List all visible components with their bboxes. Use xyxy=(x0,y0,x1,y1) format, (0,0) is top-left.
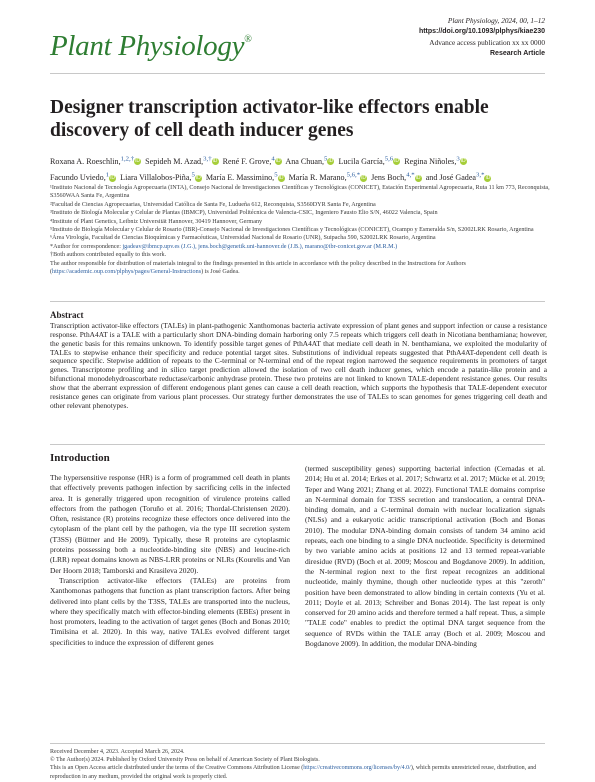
header-rule xyxy=(50,73,545,74)
license-link[interactable]: https://creativecommons.org/licenses/by/4.0/ xyxy=(303,765,411,772)
abstract-heading: Abstract xyxy=(50,310,84,320)
orcid-icon[interactable]: iD xyxy=(394,158,400,165)
author[interactable]: Facundo Uviedo,$^1$iD xyxy=(50,171,115,183)
affiliations xyxy=(50,184,550,276)
author[interactable]: María E. Massimino,$^5$iD xyxy=(205,171,284,183)
affiliation: ⁶Área Virología, Facultad de Ciencias Bioquímicas y Farmacéuticas, Universidad Nacional de Rosario (UNR), Suipacha 590, S2002LRK Rosario, Argentina xyxy=(50,235,436,242)
intro-column-left xyxy=(50,473,290,648)
intro-paragraph: The hypersensitive response (HR) is a form of programmed cell death in plants that effectively prevents pathogen infection by sacrificing cells in the infected area. It is generally triggered upon recognition of virulence proteins called effectors from the pathogen (Toruño et al. 2016; Thordal-Christensen 2020). Often, resistance (R) proteins recognize these effectors once delivered into the cytoplasm of the plant cell by the pathogen, via the type III secretion system (T3SS) (Büttner and He 2009). Typically, these R proteins are cytoplasmic proteins possessing both a nucleotide-binding site (NBS) and leucine-rich (LRR) repeat domains known as NBS-LRR proteins or NLRs (Kourelis and Van Der Hoorn 2018; Tamborski and Krasileva 2020). xyxy=(50,473,290,575)
footer-rule xyxy=(50,743,545,744)
orcid-icon[interactable]: iD xyxy=(135,158,140,165)
affiliation: ³Instituto de Biología Molecular y Celular de Plantas (IBMCP), Universidad Politécnica de Valencia-CSIC, Ingeniero Fausto Elio S/N, 46022 Valencia, Spain xyxy=(50,210,438,217)
responsible-author-note: The author responsible for distribution of materials integral to the findings presented in this article in accordance with the policy described in the Instructions for Authors (https://academic.oup.com/plphys/pages/General-Instructions) is José Gadea. xyxy=(50,260,466,276)
orcid-icon[interactable]: iD xyxy=(195,175,201,182)
instructions-link[interactable]: https://academic.oup.com/plphys/pages/General-Instructions xyxy=(52,269,202,276)
article-type: Research Article xyxy=(490,50,545,57)
author-list xyxy=(50,152,550,185)
orcid-icon[interactable]: iD xyxy=(361,175,366,182)
orcid-icon[interactable]: iD xyxy=(110,175,115,182)
journal-logo xyxy=(50,30,251,63)
affiliation: ²Facultad de Ciencias Agropecuarias, Universidad Católica de Santa Fe, Ludueña 612, Reconquista, S3560DYR Santa Fe, Argentina xyxy=(50,201,376,208)
license-text: This is an Open Access article distributed under the terms of the Creative Commons Attribution License (https://creativecommons.org/licenses/by/4.0/), which permits unrestricted reuse, distribution, and reproduction in any medium, provided the original work is properly cited. xyxy=(50,765,537,780)
citation-line: Plant Physiology, 2024, 00, 1–12 xyxy=(447,16,545,25)
abstract-rule-top xyxy=(50,301,545,302)
title-line-1: Designer transcription activator-like effectors enable xyxy=(50,97,489,118)
article-meta xyxy=(419,15,545,59)
orcid-icon[interactable]: iD xyxy=(485,175,491,182)
abstract-rule-bottom xyxy=(50,444,545,445)
journal-name: Plant Physiology xyxy=(50,30,245,62)
orcid-icon[interactable]: iD xyxy=(460,158,466,165)
abstract-text: Transcription activator-like effectors (TALEs) in plant-pathogenic Xanthomonas bacteria activate expression of plant genes and support infection or cause a resistance response. PthA4AT is a TALE with a particularly short DNA-binding domain harboring only 7.5 repeats which triggers cell death in Nicotiana benthamiana; however, the genetic basis for this remains unknown. To identify possible target genes of PthA4AT that mediate cell death in N. benthamiana, we exploited the modularity of TALEs to stepwise enhance their specificity and reduce potential target sites. Substitutions of individual repeats suggested that PthA4AT-dependent cell death is sequence specific. Stepwise addition of repeats to the C-terminal or N-terminal end of the repeat region narrowed the sequence requirements in promoters of target genes. Transcriptome profiling and in silico target prediction allowed the isolation of two cell death inducer genes, which encode a patatin-like protein and a bifunctional monodehydroascorbate reductase/carbonic anhydrase protein. These two proteins are not linked to known TALE-dependent resistance genes. Our results show that the aberrant expression of different endogenous plant genes can cause a cell death reaction, which supports the hypothesis that TALE-dependent executor resistance genes can originate from various plant processes. Our strategy further demonstrates the use of TALEs to scan genomes for genes triggering cell death and other relevant phenotypes. xyxy=(50,321,547,410)
doi-link[interactable]: https://doi.org/10.1093/plphys/kiae230 xyxy=(418,28,545,35)
author[interactable]: and José Gadea$^{3,*}$iD xyxy=(425,171,491,183)
advance-access-line: Advance access publication xx xx 0000 xyxy=(429,38,545,47)
author[interactable]: Lucila García,$^{5,6}$iD xyxy=(338,155,400,166)
orcid-icon[interactable]: iD xyxy=(278,175,284,182)
author[interactable]: Sepideh M. Azad,$^{3,\dagger}$iD xyxy=(145,155,218,166)
author[interactable]: Roxana A. Roeschlin,$^{1,2,\dagger}$iD xyxy=(50,155,140,166)
intro-column-right xyxy=(305,464,545,649)
intro-paragraph: Transcription activator-like effectors (TALEs) are proteins from Xanthomonas pathogens that function as plant transcription factors. After being delivered into plant cells by the T3SS, TALEs are transported into the nucleus, where they specifically match with effector-binding elements (EBEs) present in host promoters, leading to the activation of target genes (Boch and Bonas 2010; Timilsina et al. 2020). In this way, native TALEs evolved different target specificities to induce the expression of different genes xyxy=(50,575,290,647)
received-accepted: Received December 4, 2023. Accepted March 26, 2024. xyxy=(50,749,185,755)
footer xyxy=(50,748,547,781)
author[interactable]: Regina Niñoles,$^3$iD xyxy=(404,155,466,166)
author[interactable]: María R. Marano,$^{5,6,*}$iD xyxy=(288,171,366,183)
equal-contribution-note: †Both authors contributed equally to this work. xyxy=(50,252,167,259)
orcid-icon[interactable]: iD xyxy=(275,158,281,165)
introduction-heading: Introduction xyxy=(50,452,110,464)
registered-mark: ® xyxy=(244,34,252,45)
correspondence-emails[interactable]: jgadeav@ibmcp.upv.es (J.G.), jens.boch@genetik.uni-hannover.de (J.B.), marano@ibr-conicet.gov.ar (M.R.M.) xyxy=(122,243,398,250)
correspondence: *Author for correspondence: jgadeav@ibmcp.upv.es (J.G.), jens.boch@genetik.uni-hannover.de (J.B.), marano@ibr-conicet.gov.ar (M.R.M.) xyxy=(50,243,398,250)
title-line-2: discovery of cell death inducer genes xyxy=(50,120,354,141)
orcid-icon[interactable]: iD xyxy=(328,158,334,165)
intro-paragraph: (termed susceptibility genes) supporting bacterial infection (Cernadas et al. 2014; Hu et al. 2014; Erkes et al. 2017; Schwartz et al. 2017; Mücke et al. 2019; Teper and Wang 2021; Zhang et al. 2022). Functional TALE domains comprise an N-terminal domain for T3SS secretion and translocation, a central DNA-binding domain, and a C-terminal domain with nuclear localization signals (NLSs) and a eukaryotic acidic transcriptional activation (Boch and Bonas 2010). The modular DNA-binding domain consists of tandem 34 amino acid repeats, each one binding to a single DNA nucleotide. Specificity is determined by two variable amino acids at positions 12 and 13 termed repeat-variable diresidue (RVD) (Boch et al. 2009; Moscou and Bogdanove 2009). In addition, the N-terminal region next to the first repeat recognizes an additional nucleotide, mainly thymine, though other nucleotide types at this "zeroth" position have been demonstrated to allow binding in certain contexts (Yu et al. 2011; Doyle et al. 2013; Schreiber and Bonas 2014). The last repeat is only conserved for 20 amino acids and therefore termed a half repeat. Thus, a simple "TALE code" enables to predict the optimal DNA target sequence from the sequence of RVDs within the TALE array (Boch et al. 2009; Moscou and Bogdanove 2009). In addition, the modular DNA-binding xyxy=(305,464,545,649)
orcid-icon[interactable]: iD xyxy=(415,175,421,182)
author[interactable]: Ana Chuan,$^5$iD xyxy=(285,155,334,166)
article-title xyxy=(50,96,550,142)
orcid-icon[interactable]: iD xyxy=(212,158,218,165)
affiliation: ¹Instituto Nacional de Tecnología Agropecuaria (INTA), Consejo Nacional de Investigaciones Científicas y Tecnológicas (CONICET), Estación Experimental Agropecuaria, Ruta 11 km 773, Reconquista, S3560WAA Santa Fe, Argentina xyxy=(50,185,550,200)
copyright: © The Author(s) 2024. Published by Oxford University Press on behalf of American Society of Plant Biologists. xyxy=(50,757,320,764)
author[interactable]: Liara Villalobos-Piña,$^5$iD xyxy=(120,171,201,183)
affiliation: ⁴Institute of Plant Genetics, Leibniz Universität Hannover, 30419 Hannover, Germany xyxy=(50,218,263,225)
author[interactable]: René F. Grove,$^4$iD xyxy=(222,155,281,166)
author[interactable]: Jens Boch,$^{4,*}$iD xyxy=(371,171,421,183)
affiliation: ⁵Instituto de Biología Molecular y Celular de Rosario (IBR)-Consejo Nacional de Investigaciones Científicas y Tecnológicas (CONICET), Ocampo y Esmeralda S/n, S2002LRK Rosario, Argentina xyxy=(50,227,534,234)
